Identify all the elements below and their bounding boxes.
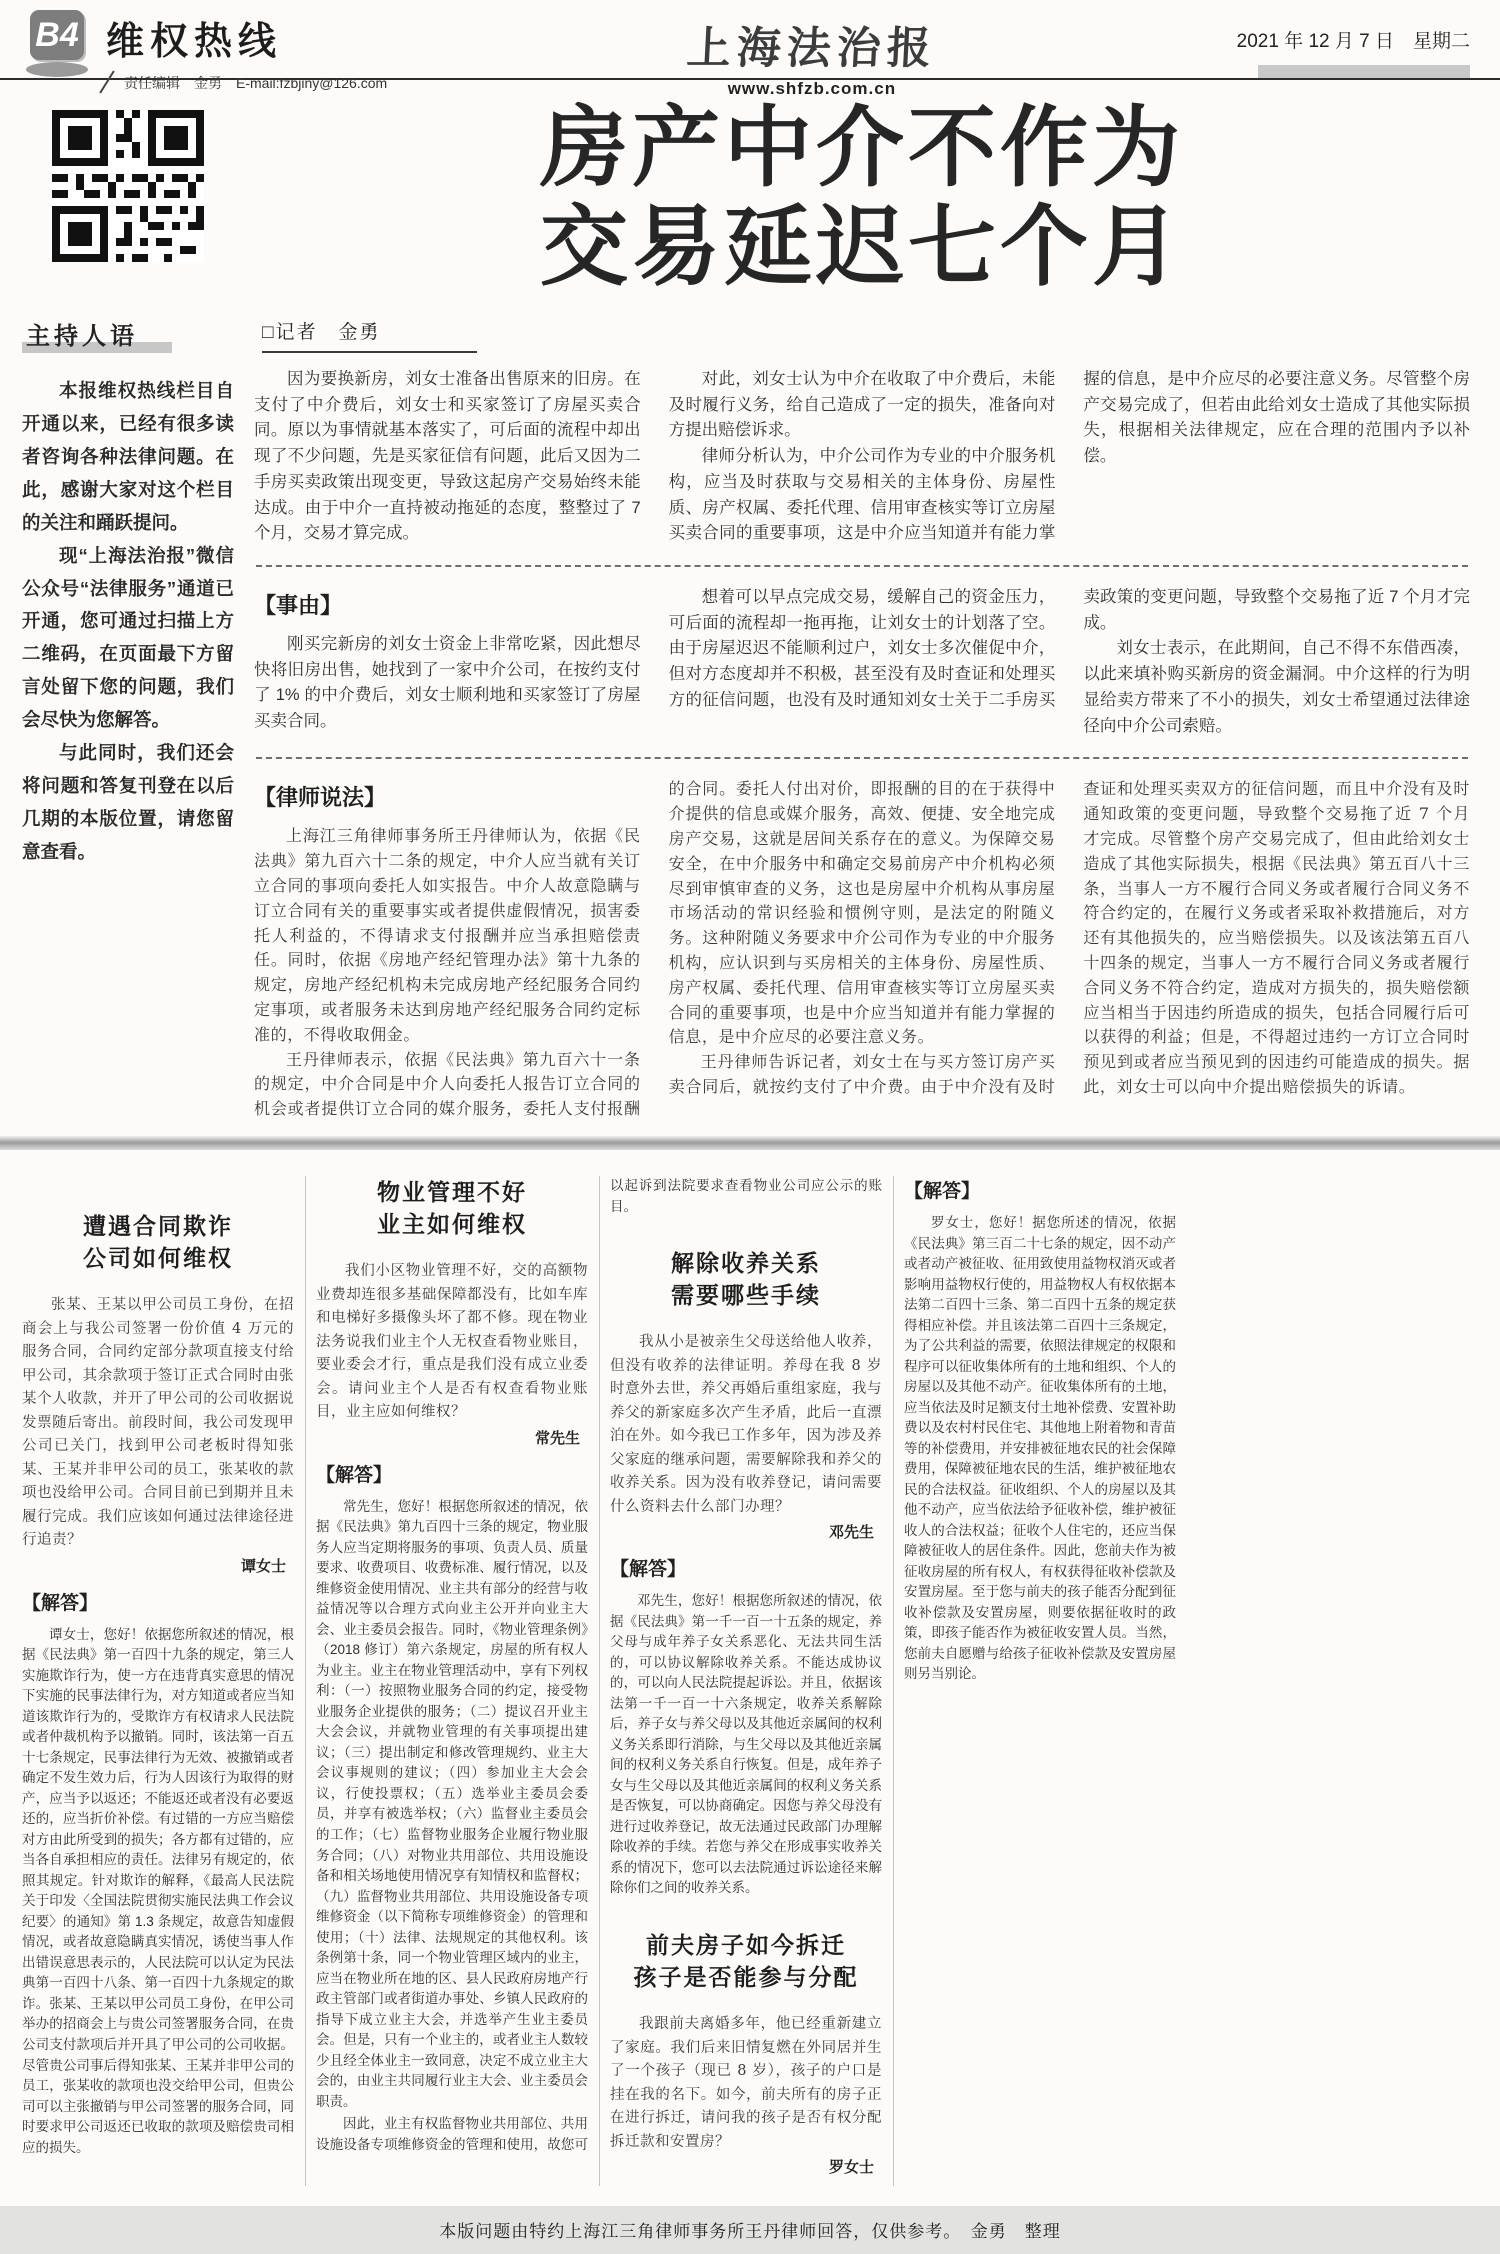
page-footer <box>0 2206 1500 2254</box>
headline-line-2: 交易延迟七个月 <box>539 197 1184 297</box>
qa-asker: 邓先生 <box>828 1524 874 1542</box>
lawyer-opinion-section <box>254 777 1470 1122</box>
qa-answer: 常先生，您好！根据您所叙述的情况，依据《民法典》第九百四十三条的规定，物业服务人应当定期将服务的事项、负责人员、质量要求、收费项目、收费标准、履行情况，以及维修资金使用情况、业主共有部分的经营与收益情况等以合理方式向业主公开并向业主大会、业主委员会报告。同时，《物业管理条例》（2018 修订）第六条规定，房屋的所有权人为业主。业主在物业管理活动中，享有下列权利：（一）按照物业服务合同的约定，接受物业服务企业提供的服务；（二）提议召开业主大会会议，并就物业管理的有关事项提出建议；（三）提出制定和修改管理规约、业主大会议事规则的建议；（四）参加业主大会会议，行使投票权；（五）选举业主委员会委员，并享有被选举权；（六）监督业主委员会的工作；（七）监督物业服务企业履行物业服务合同；（八）对物业共用部位、共用设施设备和相关场地使用情况享有知情权和监督权；（九）监督物业共用部位、共用设施设备专项维修资金（以下简称专项维修资金）的管理和使用；（十）法律、法规规定的其他权利。该条例第十条，同一个物业管理区域内的业主，应当在物业所在地的区、县人民政府房地产行政主管部门或者街道办事处、乡镇人民政府的指导下成立业主大会，并选举产生业主委员会。但是，只有一个业主的，或者业主人数较少且经全体业主一致同意，决定不成立业主大会的，由业主共同履行业主大会、业主委员会职责。 因此，业主有权监督物业共用部位、共用设施设备专项维修资金的管理和使用，故您可以起诉到法院要求查看物业公司应公示的账目。 <box>316 1177 882 2152</box>
website-url: www.shfzb.com.cn <box>727 79 897 98</box>
byline: □记者 金勇 <box>262 317 477 353</box>
lead-headline <box>254 98 1470 297</box>
answer-label: 【解答】 <box>904 1180 981 1202</box>
qa-question: 我跟前夫离婚多年，他已经重新建立了家庭。我们后来旧情复燃在外同居并生了一个孩子（现已 8 岁），孩子的户口是挂在我的名下。如今，前夫所有的房子正在进行拆迁，请问我的孩子是否有权分配拆迁款和安置房？ <box>610 2016 882 2150</box>
qa-title-line1: 前夫房子如今拆迁 <box>646 1932 846 1958</box>
top-zone <box>0 80 1500 1122</box>
qa-title-line1: 遭遇合同欺诈 <box>83 1212 233 1239</box>
incident-body: 刚买完新房的刘女士资金上非常吃紧，因此想尽快将旧房出售，她找到了一家中介公司，在按约支付了 1% 的中介费后，刘女士顺利地和买家签订了房屋买卖合同。 想着可以早点完成交易，缓解自己的资金压力，可后面的流程却一拖再拖，让刘女士的计划落了空。由于房屋迟迟不能顺利过户，刘女士多次催促中介，但对方态度却并不积极，甚至没有及时查证和处理买方的征信问题，也没有及时通知刘女士关于二手房买卖政策的变更问题，导致整个交易拖了近 7 个月才完成。 刘女士表示，在此期间，自己不得不东借西凑，以此来填补购买新房的资金漏洞。中介这样的行为明显给卖方带来了不小的损失，刘女士希望通过法律途径向中介公司索赔。 <box>254 588 1470 735</box>
decorative-gray-bar <box>1258 65 1470 78</box>
masthead-logo: 上海法治报 <box>685 23 938 74</box>
answer-label: 【解答】 <box>22 1592 99 1614</box>
qa-title-line2: 孩子是否能参与分配 <box>633 1964 859 1991</box>
footer-note: 本版问题由特约上海江三角律师事务所王丹律师回答，仅供参考。 金勇 整理 <box>439 2221 1061 2241</box>
qa-asker: 谭女士 <box>240 1557 286 1575</box>
answer-label: 【解答】 <box>610 1559 687 1581</box>
qa-title-line1: 解除收养关系 <box>671 1250 821 1277</box>
section-block <box>106 10 387 93</box>
section-divider-band <box>0 1136 1500 1150</box>
qa-title-line1: 物业管理不好 <box>377 1178 527 1205</box>
qa-article-contract-fraud <box>22 1210 294 2158</box>
qa-asker: 常先生 <box>534 1429 580 1447</box>
qa-zone <box>0 1150 1500 2198</box>
qa-question: 我们小区物业管理不好，交的高额物业费却连很多基础保障都没有，比如车库和电梯好多摄像头坏了都不修。现在物业法务说我们业主个人无权查看物业账目，要业委会才行，重点是我们没有成立业委会。请问业主个人是否有权查看物业账目，业主应如何维权？ <box>316 1263 588 1421</box>
header-right <box>1237 26 1470 78</box>
editor-line: 责任编辑 金勇 E-mail:fzbjiny@126.com <box>106 73 387 93</box>
qa-answer: 罗女士，您好！据您所述的情况，依据《民法典》第三百二十七条的规定，因不动产或者动产被征收、征用致使用益物权消灭或者影响用益物权行使的，用益物权人有权依据本法第二百四十三条、第二百四十五条的规定获得相应补偿。并且该法第二百四十三条规定，为了公共利益的需要，依照法律规定的权限和程序可以征收集体所有的土地和组织、个人的房屋以及其他不动产。征收集体所有的土地，应当依法及时足额支付土地补偿费、安置补助费以及农村村民住宅、其他地上附着物和青苗等的补偿费用，并安排被征地农民的社会保障费用，保障被征地农民的生活，维护被征地农民的合法权益。征收组织、个人的房屋以及其他不动产，应当依法给予征收补偿，维护被征收人的合法权益；征收个人住宅的，还应当保障被征收人的居住条件。因此，您前夫作为被征收房屋的所有权人，有权获得征收补偿款及安置房屋。至于您与前夫的孩子能否分配到征收补偿款及安置房屋，则要依据征收时的政策，即孩子能否作为被征收安置人员。当然，您前夫自愿赠与给孩子征收补偿款及安置房屋则另当别论。 <box>904 1214 1176 1682</box>
qa-answer: 邓先生，您好！根据您所叙述的情况，依据《民法典》第一千一百一十五条的规定，养父母与成年养子女关系恶化、无法共同生活的，可以协议解除收养关系。不能达成协议的，可以向人民法院提起诉讼。并且，依据该法第一千一百一十六条规定，收养关系解除后，养子女与养父母以及其他近亲属间的权利义务关系即行消除，与生父母以及其他近亲属间的权利义务关系自行恢复。但是，成年养子女与生父母以及其他近亲属间的权利义务关系是否恢复，可以协商确定。因您与养父母没有进行过收养登记，故无法通过民政部门办理解除收养的手续。若您与养父在形成事实收养关系的情况下，您可以去法院通过诉讼途径来解除你们之间的收养关系。 <box>610 1593 882 1896</box>
qa-title-line2: 业主如何维权 <box>377 1211 527 1238</box>
host-sidebar <box>22 94 234 1122</box>
qa-title-line2: 需要哪些手续 <box>671 1282 821 1309</box>
host-box-title: 主持人语 <box>22 316 172 353</box>
qa-title <box>610 1929 882 1993</box>
qa-question: 张某、王某以甲公司员工身份，在招商会上与我公司签署一份价值 4 万元的服务合同，合同约定部分款项直接支付给甲公司，其余款项于签订正式合同时由张某个人收款，并开了甲公司的公司收据说发票随后寄出。前段时间，我公司发现甲公司已关门，找到甲公司老板时得知张某、王某并非甲公司的员工，张某收的款项也没给甲公司。合同目前已到期并且未履行完成。我们应该如何通过法律途径进行追责？ <box>22 1297 294 1549</box>
host-box-body: 本报维权热线栏目自开通以来，已经有很多读者咨询各种法律问题。在此，感谢大家对这个栏目的关注和踊跃提问。 现“上海法治报”微信公众号“法律服务”通道已开通，您可通过扫描上方二维码，在页面最下方留言处留下您的问题，我们会尽快为您解答。 与此同时，我们还会将问题和答复刊登在以后几期的本版位置，请您留意查看。 <box>22 380 234 862</box>
page-header <box>0 0 1500 98</box>
header-left <box>22 10 387 93</box>
qa-question: 我从小是被亲生父母送给他人收养，但没有收养的法律证明。养母在我 8 岁时意外去世，养父再婚后重组家庭，我与养父的新家庭多次产生矛盾，此后一直漂泊在外。如今我已工作多年，因为涉及养父家庭的继承问题，需要解除我和养父的收养关系。因为没有收养登记，请问需要什么资料去什么部门办理？ <box>610 1334 882 1515</box>
masthead-block <box>687 12 937 99</box>
qa-asker: 罗女士 <box>828 2159 874 2177</box>
page-number: B4 <box>30 10 84 60</box>
qa-title <box>22 1210 294 1274</box>
dashed-divider <box>256 565 1468 567</box>
qa-title <box>610 1247 882 1311</box>
headline-line-1: 房产中介不作为 <box>539 98 1184 197</box>
date-line: 2021 年 12 月 7 日 星期二 <box>1236 31 1470 52</box>
answer-label: 【解答】 <box>316 1464 393 1486</box>
badge-shadow-decoration <box>26 62 88 77</box>
lead-intro-columns: 因为要换新房，刘女士准备出售原来的旧房。在支付了中介费后，刘女士和买家签订了房屋买卖合同。原以为事情就基本落实了，可后面的流程中却出现了不少问题，先是买家征信有问题，此后又因为二手房买卖政策出现变更，导致这起房产交易始终未能达成。由于中介一直持被动拖延的态度，整整过了 7 个月，交易才算完成。 对此，刘女士认为中介在收取了中介费后，未能及时履行义务，给自己造成了一定的损失，准备向对方提出赔偿诉求。 律师分析认为，中介公司作为专业的中介服务机构，应当及时获取与交易相关的主体身份、房屋性质、房产权属、委托代理、信用审查核实等订立房屋买卖合同的重要事项，这是中介应当知道并有能力掌握的信息，是中介应尽的必要注意义务。尽管整个房产交易完成了，但若由此给刘女士造成了其他实际损失，根据相关法律规定，应在合理的范围内予以补偿。 <box>254 369 1470 543</box>
lead-story <box>254 94 1470 1122</box>
page-number-badge <box>22 10 92 77</box>
incident-section <box>254 585 1470 739</box>
incident-label: 【事由】 <box>254 593 343 619</box>
qa-columns <box>22 1176 1470 2186</box>
qa-answer: 谭女士，您好！依据您所叙述的情况，根据《民法典》第一百四十九条的规定，第三人实施欺诈行为，使一方在违背真实意思的情况下实施的民事法律行为，对方知道或者应当知道该欺诈行为的，受欺诈方有权请求人民法院或者仲裁机构予以撤销。同时，该法第一百五十七条规定，民事法律行为无效、被撤销或者确定不发生效力后，行为人因该行为取得的财产，应当予以返还；不能返还或者没有必要返还的，应当折价补偿。有过错的一方应当赔偿对方由此所受到的损失；各方都有过错的，应当各自承担相应的责任。法律另有规定的，依照其规定。针对欺诈的解释，《最高人民法院关于印发〈全国法院贯彻实施民法典工作会议纪要〉的通知》第 1.3 条规定，故意告知虚假情况，或者故意隐瞒真实情况，诱使当事人作出错误意思表示的，人民法院可以认定为民法典第一百四十八条、第一百四十九条规定的欺诈。张某、王某以甲公司员工身份，在甲公司举办的招商会上与贵公司签署服务合同，在贵公司支付款项后并开具了甲公司的公司收据。尽管贵公司事后得知张某、王某并非甲公司的员工，张某收的款项也没交给甲公司，但贵公司可以主张撤销与甲公司签署的服务合同，同时要求甲公司返还已收取的款项及赔偿贵司相应的损失。 <box>22 1626 294 2155</box>
lawyer-opinion-body: 上海江三角律师事务所王丹律师认为，依据《民法典》第九百六十二条的规定，中介人应当就有关订立合同的事项向委托人如实报告。中介人故意隐瞒与订立合同有关的重要事实或者提供虚假情况，损害委托人利益的，不得请求支付报酬并应当承担赔偿责任。同时，依据《房地产经纪管理办法》第十九条的规定，房地产经纪机构未完成房地产经纪服务合同约定事项，或者服务未达到房地产经纪服务合同约定标准的，不得收取佣金。 王丹律师表示，依据《民法典》第九百六十一条的规定，中介合同是中介人向委托人报告订立合同的机会或者提供订立合同的媒介服务，委托人支付报酬的合同。委托人付出对价，即报酬的目的在于获得中介提供的信息或媒介服务，高效、便捷、安全地完成房产交易，这就是居间关系存在的意义。为保障交易安全，在中介服务中和确定交易前房产中介机构必须尽到审慎审查的义务，这也是房屋中介机构从事房屋市场活动的常识经验和惯例守则，是法定的附随义务。这种附随义务要求中介公司作为专业的中介服务机构，应认识到与买房相关的主体身份、房屋性质、房产权属、委托代理、信用审查核实等订立房屋买卖合同的重要事项，也是中介应当知道并有能力掌握的信息，是中介应尽的必要注意义务。 王丹律师告诉记者，刘女士在与买方签订房产买卖合同后，就按约支付了中介费。由于中介没有及时查证和处理买卖双方的征信问题，而且中介没有及时通知政策的变更问题，导致整个交易拖了近 7 个月才完成。尽管整个房产交易完成了，但由此给刘女士造成了其他实际损失，根据《民法典》第五百八十三条，当事人一方不履行合同义务或者履行合同义务不符合约定的，在履行义务或者采取补救措施后，对方还有其他损失的，应当赔偿损失。以及该法第五百八十四条的规定，当事人一方不履行合同义务或者履行合同义务不符合约定，造成对方损失的，损失赔偿额应当相当于因违约所造成的损失，包括合同履行后可以获得的利益；但是，不得超过违约一方订立合同时预见到或者应当预见到的因违约可能造成的损失。据此，刘女士可以向中介提出赔偿损失的诉请。 <box>254 779 1470 1119</box>
qa-article-adoption-termination <box>610 1247 882 1899</box>
qa-title <box>316 1176 588 1240</box>
dashed-divider <box>256 757 1468 759</box>
qr-code-icon <box>52 110 204 262</box>
section-name: 维权热线 <box>106 21 283 63</box>
lawyer-opinion-label: 【律师说法】 <box>254 785 387 811</box>
qa-title-line2: 公司如何维权 <box>83 1245 233 1272</box>
